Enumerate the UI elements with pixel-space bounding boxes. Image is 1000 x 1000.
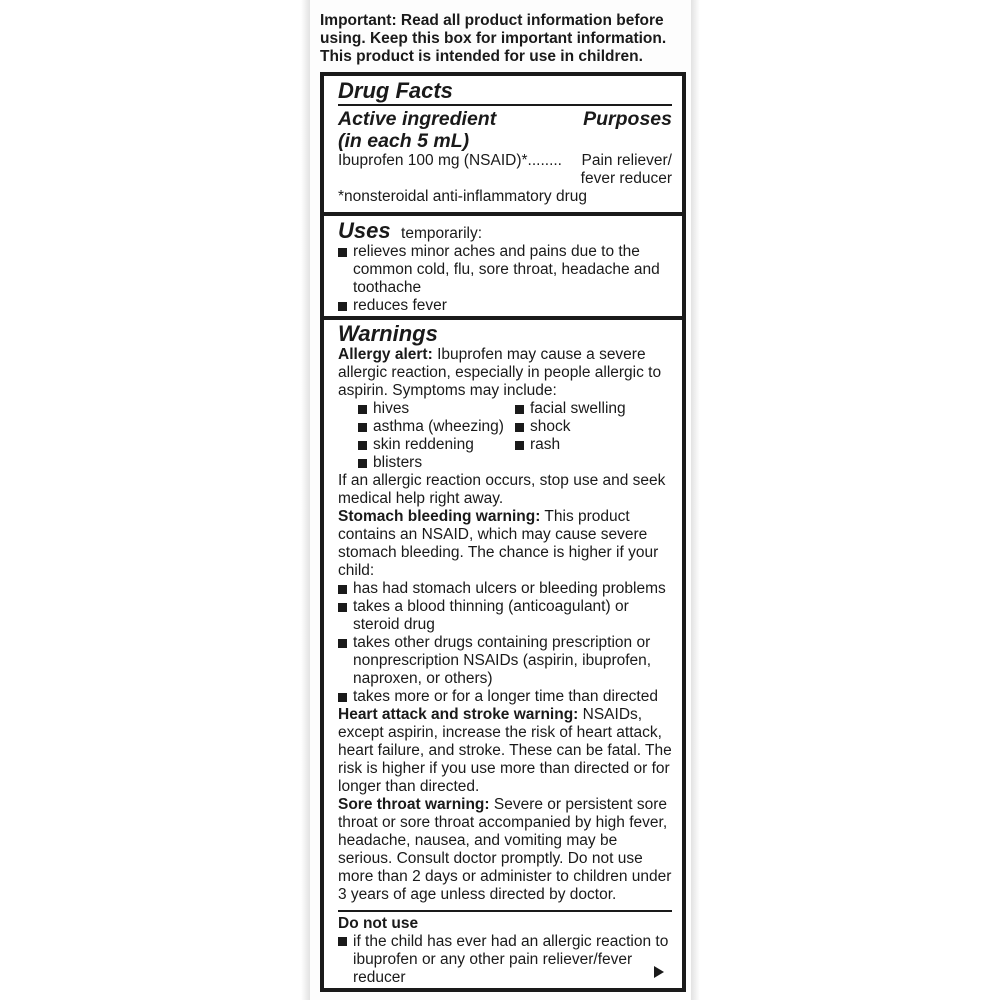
sore-throat-warning: Sore throat warning: Severe or persistent sore throat or sore throat accompanied by high fever, headache, nausea, and vomiting may be serious. Consult doctor promptly. Do not use more than 2 days or administer to children under 3 years of age unless directed by doctor. — [338, 796, 672, 903]
bullet-square-icon — [358, 459, 367, 468]
bullet-square-icon — [338, 302, 347, 311]
bullet-square-icon — [338, 693, 347, 702]
symptom-item: skin reddening — [373, 436, 474, 453]
stomach-item: takes a blood thinning (anticoagulant) or steroid drug — [338, 598, 672, 634]
bullet-square-icon — [338, 639, 347, 648]
purposes-heading: Purposes — [583, 107, 672, 130]
heart-attack-warning: Heart attack and stroke warning: NSAIDs, except aspirin, increase the risk of heart attack, heart failure, and stroke. These can be fatal. The risk is higher if you use more than directed or for longer than directed. — [338, 706, 672, 795]
bullet-square-icon — [338, 937, 347, 946]
symptom-item: shock — [530, 418, 571, 435]
stomach-bleeding-warning: Stomach bleeding warning: This product contains an NSAID, which may cause severe stomach bleeding. The chance is higher if your child: — [338, 508, 659, 579]
do-not-use-rule — [338, 910, 672, 912]
warnings-heading: Warnings — [338, 321, 438, 346]
drug-facts-panel — [320, 72, 686, 992]
purpose-line-1: Pain reliever/ — [581, 151, 672, 169]
uses-heading: Uses — [338, 218, 391, 243]
symptoms-list — [338, 400, 672, 472]
active-ingredient-section — [324, 76, 682, 212]
ingredient-line: Ibuprofen 100 mg (NSAID)*........ — [338, 151, 562, 169]
bullet-square-icon — [515, 423, 524, 432]
bullet-square-icon — [358, 423, 367, 432]
uses-item: reduces fever — [338, 297, 672, 315]
bullet-square-icon — [515, 441, 524, 450]
uses-intro: temporarily: — [401, 225, 483, 242]
bullet-square-icon — [338, 603, 347, 612]
drug-facts-title: Drug Facts — [338, 78, 453, 103]
stomach-item: has had stomach ulcers or bleeding problems — [338, 580, 672, 598]
symptom-item: asthma (wheezing) — [373, 418, 504, 435]
bullet-square-icon — [358, 441, 367, 450]
active-ingredient-heading: Active ingredient — [338, 107, 497, 130]
symptom-item: blisters — [373, 454, 423, 471]
purpose-line-2: fever reducer — [580, 169, 672, 187]
box-edge-shadow-left — [301, 0, 310, 1000]
allergy-after: If an allergic reaction occurs, stop use and seek medical help right away. — [338, 472, 666, 507]
symptom-item: hives — [373, 400, 410, 417]
bullet-square-icon — [338, 248, 347, 257]
symptom-item: rash — [530, 436, 561, 453]
bullet-square-icon — [358, 405, 367, 414]
active-ingredient-subheading: (in each 5 mL) — [338, 129, 470, 152]
title-rule — [338, 104, 672, 106]
symptom-item: facial swelling — [530, 400, 626, 417]
box-edge-shadow-right — [691, 0, 700, 1000]
do-not-use-item: if the child has ever had an allergic reaction to ibuprofen or any other pain reliever/fever reducer — [338, 933, 672, 987]
warnings-section — [324, 320, 682, 988]
ingredient-footnote: *nonsteroidal anti-inflammatory drug — [338, 187, 587, 205]
stomach-item: takes more or for a longer time than directed — [338, 688, 672, 706]
continued-arrow-icon — [654, 966, 664, 978]
allergy-alert: Allergy alert: Ibuprofen may cause a severe allergic reaction, especially in people allergic to aspirin. Symptoms may include: — [338, 346, 662, 399]
uses-item: relieves minor aches and pains due to the common cold, flu, sore throat, headache and toothache — [338, 243, 672, 297]
uses-section — [324, 216, 682, 316]
important-notice: Important: Read all product information before using. Keep this box for important information. This product is intended for use in children. — [320, 12, 667, 65]
bullet-square-icon — [338, 585, 347, 594]
stomach-item: takes other drugs containing prescription or nonprescription NSAIDs (aspirin, ibuprofen, naproxen, or others) — [338, 634, 672, 688]
do-not-use-heading: Do not use — [338, 914, 419, 932]
bullet-square-icon — [515, 405, 524, 414]
